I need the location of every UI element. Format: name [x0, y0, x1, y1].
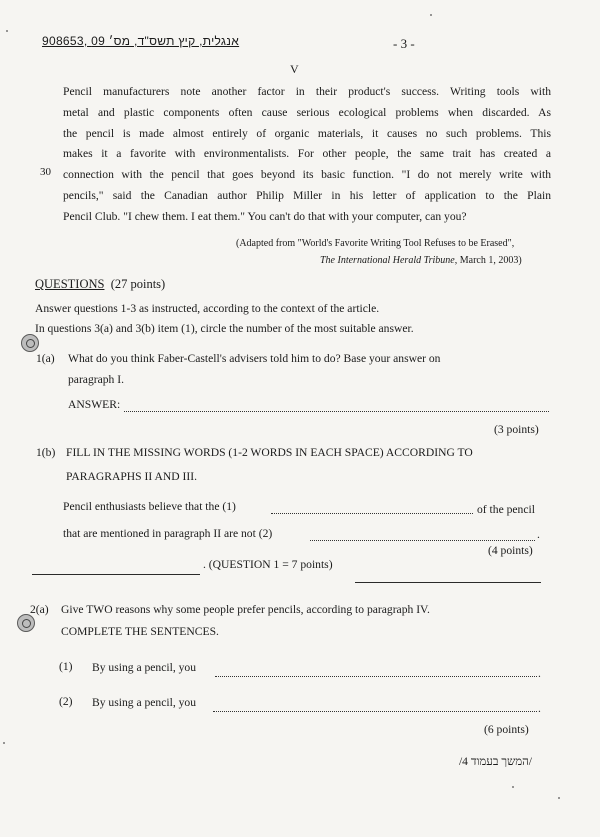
- passage-line: connection with the pencil that goes beyond its basic function. "I do not merely write with: [63, 168, 551, 182]
- circle-stamp-icon: [17, 614, 35, 632]
- scan-speck: [558, 797, 560, 799]
- q1b-text: FILL IN THE MISSING WORDS (1-2 WORDS IN EACH SPACE) ACCORDING TO: [66, 446, 473, 459]
- q2a-item1-blank[interactable]: [215, 666, 537, 677]
- questions-title: QUESTIONS: [35, 277, 105, 291]
- passage-line: metal and plastic components often cause serious ecological problems when discarded. As: [63, 105, 551, 119]
- q1b-blank-1[interactable]: [271, 503, 473, 514]
- publication-name: The International Herald Tribune: [320, 255, 455, 266]
- q1-total: . (QUESTION 1 = 7 points): [203, 558, 333, 571]
- q2a-item1-period: .: [538, 667, 541, 680]
- q1a-answer-field[interactable]: [124, 401, 549, 412]
- q1a-answer-label: ANSWER:: [68, 398, 121, 411]
- line-number: 30: [40, 166, 51, 178]
- q1a-text: What do you think Faber-Castell's advisers told him to do? Base your answer on: [68, 352, 441, 365]
- scan-speck: [6, 30, 8, 32]
- instruction-1: Answer questions 1-3 as instructed, according to the context of the article.: [35, 302, 380, 315]
- passage-line: Pencil manufacturers note another factor in their product's success. Writing tools with: [63, 85, 551, 98]
- q2a-item1-text: By using a pencil, you: [92, 661, 197, 674]
- questions-points: (27 points): [110, 277, 166, 291]
- passage-paragraph: [63, 82, 551, 228]
- q1a-points: (3 points): [494, 423, 539, 436]
- continued-note: /המשך בעמוד 4/: [458, 755, 532, 768]
- page-number: - 3 -: [393, 36, 415, 51]
- q1b-text-cont: PARAGRAPHS II AND III.: [66, 470, 197, 483]
- q2a-text-cont: COMPLETE THE SENTENCES.: [61, 625, 219, 638]
- q1b-sentence2-end: .: [537, 528, 540, 541]
- divider-left: [32, 574, 200, 575]
- q1a-number: 1(a): [36, 352, 55, 365]
- passage-line: the pencil is made almost entirely of organic materials, it causes no such problems. This: [63, 126, 551, 140]
- q2a-item2-blank[interactable]: [213, 701, 537, 712]
- questions-heading: [35, 277, 165, 292]
- passage-line: pencils," said the Canadian author Philip Miller in his letter of application to the Plain: [63, 188, 551, 202]
- scan-speck: [512, 786, 514, 788]
- q1b-sentence1-end: of the pencil: [477, 503, 535, 516]
- instruction-2: In questions 3(a) and 3(b) item (1), circle the number of the most suitable answer.: [35, 322, 414, 335]
- q1b-sentence2-start: that are mentioned in paragraph II are not (2): [63, 527, 273, 540]
- q1b-blank-2[interactable]: [310, 530, 535, 541]
- scan-speck: [430, 14, 432, 16]
- q2a-points: (6 points): [484, 723, 529, 736]
- q1a-text-cont: paragraph I.: [68, 373, 125, 386]
- q1b-number: 1(b): [36, 446, 56, 459]
- scan-speck: [3, 742, 5, 744]
- source-citation: (Adapted from "World's Favorite Writing Tool Refuses to be Erased",: [236, 238, 515, 249]
- divider-right: [355, 582, 541, 583]
- q2a-item2-period: .: [538, 702, 541, 715]
- passage-line: Pencil Club. "I chew them. I eat them." You can't do that with your computer, can you?: [63, 209, 467, 223]
- publication-date: , March 1, 2003): [454, 255, 522, 266]
- q2a-item1-number: (1): [59, 660, 73, 673]
- q2a-number: 2(a): [30, 603, 49, 616]
- passage-line: makes it a favorite with environmentalists. For other people, the same trait has created a: [63, 147, 551, 161]
- circle-stamp-icon: [21, 334, 39, 352]
- section-marker: V: [290, 62, 299, 76]
- q1b-sentence1-start: Pencil enthusiasts believe that the (1): [63, 500, 236, 513]
- source-publication: [320, 255, 522, 266]
- q2a-item2-number: (2): [59, 695, 73, 708]
- q2a-text: Give TWO reasons why some people prefer pencils, according to paragraph IV.: [61, 603, 430, 616]
- q1b-points: (4 points): [488, 544, 533, 557]
- exam-code-header: אנגלית, קיץ תשס"ד, מס׳ 09 ,908653: [42, 34, 240, 48]
- q2a-item2-text: By using a pencil, you: [92, 696, 197, 709]
